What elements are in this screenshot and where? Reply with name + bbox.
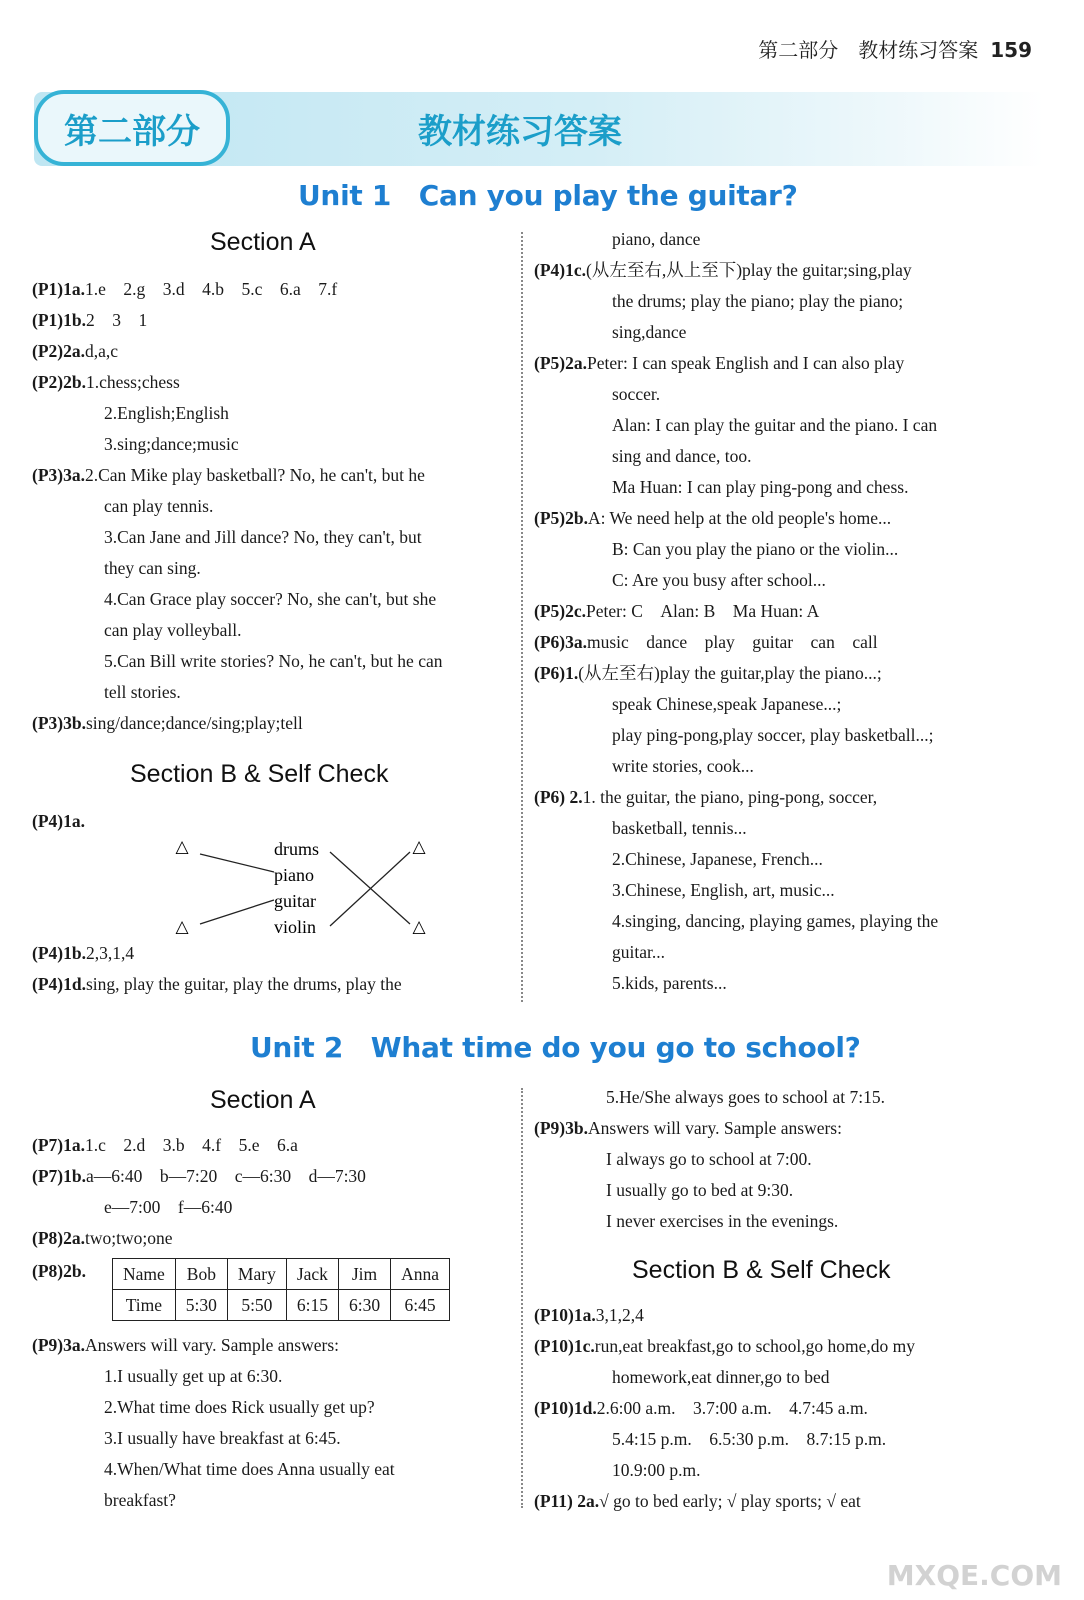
answer-line	[534, 1175, 1012, 1206]
answer-line	[534, 286, 1012, 317]
answer-text: 1.I usually get up at 6:30.	[104, 1366, 283, 1386]
answer-text: sing/dance;dance/sing;play;tell	[85, 713, 303, 733]
answer-text: Peter: I can speak English and I can also play	[586, 353, 905, 373]
answer-text: sing, play the guitar, play the drums, play the	[85, 974, 402, 994]
answer-line	[32, 1423, 510, 1454]
table-cell: 6:15	[286, 1290, 338, 1321]
answer-text: a—6:40 b—7:20 c—6:30 d—7:30	[85, 1166, 366, 1186]
answer-text: 5.4:15 p.m. 6.5:30 p.m. 8.7:15 p.m.	[612, 1429, 887, 1449]
table-cell: Mary	[227, 1259, 286, 1290]
answer-line	[534, 1144, 1012, 1175]
answer-text: the drums; play the piano; play the piano;	[612, 291, 904, 311]
answer-text: speak Chinese,speak Japanese...;	[612, 694, 842, 714]
answer-text: sing,dance	[612, 322, 687, 342]
answer-tag: (P8)2a.	[32, 1228, 85, 1248]
answer-text: tell stories.	[104, 682, 181, 702]
match-line	[200, 900, 274, 924]
answer-tag: (P10)1c.	[534, 1336, 595, 1356]
answer-text: Answers will vary. Sample answers:	[84, 1335, 340, 1355]
match-word: drums	[274, 839, 319, 859]
answer-text: 4.When/What time does Anna usually eat	[104, 1459, 395, 1479]
answer-text: 5.Can Bill write stories? No, he can't, but he can	[104, 651, 443, 671]
answer-table	[112, 1258, 450, 1321]
answer-tag: (P2)2a.	[32, 341, 85, 361]
answer-line	[534, 658, 1012, 689]
answer-text: soccer.	[612, 384, 661, 404]
answer-line	[534, 1331, 1012, 1362]
answer-line	[32, 1161, 510, 1192]
answer-text: run,eat breakfast,go to school,go home,do my	[594, 1336, 916, 1356]
answer-text: breakfast?	[104, 1490, 176, 1510]
answer-text: can play tennis.	[104, 496, 214, 516]
answer-line	[534, 596, 1012, 627]
answer-line	[32, 429, 510, 460]
answer-tag: (P10)1d.	[534, 1398, 597, 1418]
unit1-left-b2	[32, 938, 510, 1000]
answer-line	[32, 584, 510, 615]
triangle-icon: △	[412, 917, 426, 937]
answer-line	[32, 615, 510, 646]
answer-tag: (P9)3b.	[534, 1118, 588, 1138]
answer-tag: (P8)2b.	[32, 1261, 86, 1281]
answer-line	[32, 646, 510, 677]
answer-tag: (P6) 2.	[534, 787, 583, 807]
answer-tag: (P7)1b.	[32, 1166, 86, 1186]
unit2-title: Unit 2 What time do you go to school?	[250, 1031, 861, 1064]
match-word: violin	[274, 917, 317, 937]
answer-tag: (P4)1a.	[32, 811, 85, 831]
answer-line	[534, 565, 1012, 596]
answer-text: two;two;one	[84, 1228, 173, 1248]
answer-text: 3.Can Jane and Jill dance? No, they can't, but	[104, 527, 422, 547]
answer-tag: (P6)3a.	[534, 632, 587, 652]
answer-text: 2 3 1	[85, 310, 148, 330]
answer-text: 3.I usually have breakfast at 6:45.	[104, 1428, 341, 1448]
watermark: MXQE.COM	[886, 1559, 1062, 1592]
answer-line	[534, 534, 1012, 565]
unit2-right-column	[534, 1082, 1012, 1237]
table-row	[113, 1290, 450, 1321]
answer-line	[534, 1082, 1012, 1113]
table-cell: Time	[113, 1290, 176, 1321]
answer-text: play ping-pong,play soccer, play basketball...;	[612, 725, 934, 745]
answer-line	[534, 1206, 1012, 1237]
answer-line	[32, 305, 510, 336]
table-cell: 5:30	[175, 1290, 227, 1321]
answer-text: 10.9:00 p.m.	[612, 1460, 701, 1480]
triangle-icon: △	[175, 837, 189, 857]
answer-tag: (P4)1d.	[32, 974, 86, 994]
match-word: piano	[274, 865, 314, 885]
answer-text: write stories, cook...	[612, 756, 754, 776]
answer-line	[32, 708, 510, 739]
answer-text: (从左至右)play the guitar,play the piano...;	[578, 663, 882, 683]
answer-tag: (P4)1b.	[32, 943, 86, 963]
answer-tag: (P9)3a.	[32, 1335, 85, 1355]
answer-line	[32, 938, 510, 969]
answer-line	[534, 1113, 1012, 1144]
answer-line	[534, 255, 1012, 286]
answer-text: sing and dance, too.	[612, 446, 752, 466]
answer-tag: (P10)1a.	[534, 1305, 596, 1325]
answer-line	[534, 782, 1012, 813]
answer-text: 1.chess;chess	[85, 372, 180, 392]
answer-text: piano, dance	[612, 229, 701, 249]
answer-text: 3.Chinese, English, art, music...	[612, 880, 835, 900]
answer-line	[534, 1393, 1012, 1424]
answer-line	[32, 398, 510, 429]
part-label: 第二部分	[34, 90, 230, 166]
part-title: 教材练习答案	[418, 112, 622, 152]
running-header-text: 第二部分 教材练习答案	[758, 38, 979, 62]
answer-line	[534, 627, 1012, 658]
answer-text: 1.c 2.d 3.b 4.f 5.e 6.a	[84, 1135, 298, 1155]
answer-line	[534, 410, 1012, 441]
answer-text: 5.He/She always goes to school at 7:15.	[606, 1087, 885, 1107]
answer-text: guitar...	[612, 942, 665, 962]
answer-tag: (P3)3a.	[32, 465, 85, 485]
table-cell: Bob	[175, 1259, 227, 1290]
answer-line	[534, 1455, 1012, 1486]
answer-text: Ma Huan: I can play ping-pong and chess.	[612, 477, 909, 497]
answer-line	[534, 844, 1012, 875]
answer-text: 2.Chinese, Japanese, French...	[612, 849, 823, 869]
answer-line	[32, 677, 510, 708]
unit2-left-column-2	[32, 1330, 510, 1516]
column-divider	[521, 1088, 523, 1508]
triangle-icon: △	[412, 837, 426, 857]
answer-text: music dance play guitar can call	[586, 632, 878, 652]
answer-line	[32, 1361, 510, 1392]
answer-line	[534, 751, 1012, 782]
answer-line	[534, 1486, 1012, 1517]
answer-line	[32, 336, 510, 367]
answer-tag: (P6)1.	[534, 663, 579, 683]
answer-text: 4.singing, dancing, playing games, playing the	[612, 911, 939, 931]
answer-text: e—7:00 f—6:40	[104, 1197, 233, 1217]
answer-text: 5.kids, parents...	[612, 973, 727, 993]
unit2-right-b	[534, 1300, 1012, 1517]
answer-line	[534, 875, 1012, 906]
table-cell: Anna	[391, 1259, 450, 1290]
answer-line	[534, 503, 1012, 534]
table-tag	[32, 1256, 86, 1287]
answer-line	[534, 1424, 1012, 1455]
answer-tag: (P3)3b.	[32, 713, 86, 733]
answer-line	[32, 1223, 510, 1254]
answer-text: d,a,c	[84, 341, 119, 361]
answer-line	[32, 491, 510, 522]
triangle-icon: △	[175, 917, 189, 937]
answer-line	[32, 1485, 510, 1516]
answer-line	[534, 472, 1012, 503]
answer-text: Answers will vary. Sample answers:	[587, 1118, 842, 1138]
running-header	[758, 34, 1032, 63]
answer-line	[534, 1300, 1012, 1331]
table-cell: Name	[113, 1259, 176, 1290]
answer-line	[534, 813, 1012, 844]
table-row	[113, 1259, 450, 1290]
answer-line	[32, 553, 510, 584]
answer-text: homework,eat dinner,go to bed	[612, 1367, 830, 1387]
answer-line	[32, 460, 510, 491]
answer-tag: (P1)1a.	[32, 279, 85, 299]
answer-text: √ go to bed early; √ play sports; √ eat	[599, 1491, 861, 1511]
answer-line	[32, 522, 510, 553]
answer-tag: (P5)2a.	[534, 353, 587, 373]
answer-line	[534, 968, 1012, 999]
answer-line	[534, 1362, 1012, 1393]
answer-tag: (P5)2b.	[534, 508, 588, 528]
answer-line	[32, 1454, 510, 1485]
answer-tag: (P7)1a.	[32, 1135, 85, 1155]
answer-text: I never exercises in the evenings.	[606, 1211, 839, 1231]
column-divider	[521, 232, 523, 1002]
answer-text: 3.sing;dance;music	[104, 434, 239, 454]
table-cell: 6:45	[391, 1290, 450, 1321]
answer-tag: (P2)2b.	[32, 372, 86, 392]
answer-text: 2,3,1,4	[85, 943, 135, 963]
unit1-right-column	[534, 224, 1012, 999]
answer-tag: (P4)1c.	[534, 260, 586, 280]
answer-line	[534, 689, 1012, 720]
unit1-section-a: Section A	[210, 228, 316, 256]
answer-line	[32, 1192, 510, 1223]
answer-text: 3,1,2,4	[595, 1305, 644, 1325]
answer-line	[32, 1130, 510, 1161]
answer-line	[534, 937, 1012, 968]
answer-line	[534, 348, 1012, 379]
page-number: 159	[990, 38, 1032, 62]
answer-text: basketball, tennis...	[612, 818, 747, 838]
answer-text: 2.6:00 a.m. 3.7:00 a.m. 4.7:45 a.m.	[596, 1398, 868, 1418]
answer-text: 4.Can Grace play soccer? No, she can't, but she	[104, 589, 437, 609]
table-cell: 5:50	[227, 1290, 286, 1321]
table-cell: Jack	[286, 1259, 338, 1290]
answer-line	[534, 224, 1012, 255]
answer-line	[534, 906, 1012, 937]
answer-tag: (P11) 2a.	[534, 1491, 600, 1511]
answer-text: they can sing.	[104, 558, 201, 578]
answer-text: C: Are you busy after school...	[612, 570, 826, 590]
answer-tag: (P5)2c.	[534, 601, 586, 621]
answer-text: 2.Can Mike play basketball? No, he can't, but he	[84, 465, 425, 485]
answer-line	[534, 379, 1012, 410]
match-word: guitar	[274, 891, 316, 911]
answer-text: 1. the guitar, the piano, ping-pong, soccer,	[582, 787, 878, 807]
answer-text: I always go to school at 7:00.	[606, 1149, 812, 1169]
unit2-section-a: Section A	[210, 1086, 316, 1114]
answer-text: A: We need help at the old people's home...	[587, 508, 892, 528]
answer-line	[32, 367, 510, 398]
answer-text: 1.e 2.g 3.d 4.b 5.c 6.a 7.f	[84, 279, 338, 299]
answer-line	[32, 969, 510, 1000]
answer-text: 2.English;English	[104, 403, 229, 423]
answer-tag: (P1)1b.	[32, 310, 86, 330]
table-cell: 6:30	[338, 1290, 390, 1321]
answer-line	[32, 1330, 510, 1361]
answer-text: (从左至右,从上至下)play the guitar;sing,play	[586, 260, 912, 280]
answer-text: Peter: C Alan: B Ma Huan: A	[586, 601, 820, 621]
unit1-left-column	[32, 274, 510, 739]
unit1-section-b: Section B & Self Check	[130, 760, 389, 788]
answer-text: can play volleyball.	[104, 620, 242, 640]
answer-line	[534, 441, 1012, 472]
answer-line	[534, 720, 1012, 751]
unit2-section-b: Section B & Self Check	[632, 1256, 891, 1284]
unit1-title: Unit 1 Can you play the guitar?	[298, 179, 798, 212]
answer-text: I usually go to bed at 9:30.	[606, 1180, 794, 1200]
answer-line	[32, 1392, 510, 1423]
answer-text: B: Can you play the piano or the violin...	[612, 539, 899, 559]
matching-diagram	[170, 832, 440, 944]
answer-line	[32, 274, 510, 305]
match-line	[200, 854, 274, 872]
answer-line	[534, 317, 1012, 348]
unit2-left-column	[32, 1130, 510, 1254]
table-cell: Jim	[338, 1259, 390, 1290]
answer-text: Alan: I can play the guitar and the piano. I can	[612, 415, 938, 435]
answer-text: 2.What time does Rick usually get up?	[104, 1397, 375, 1417]
